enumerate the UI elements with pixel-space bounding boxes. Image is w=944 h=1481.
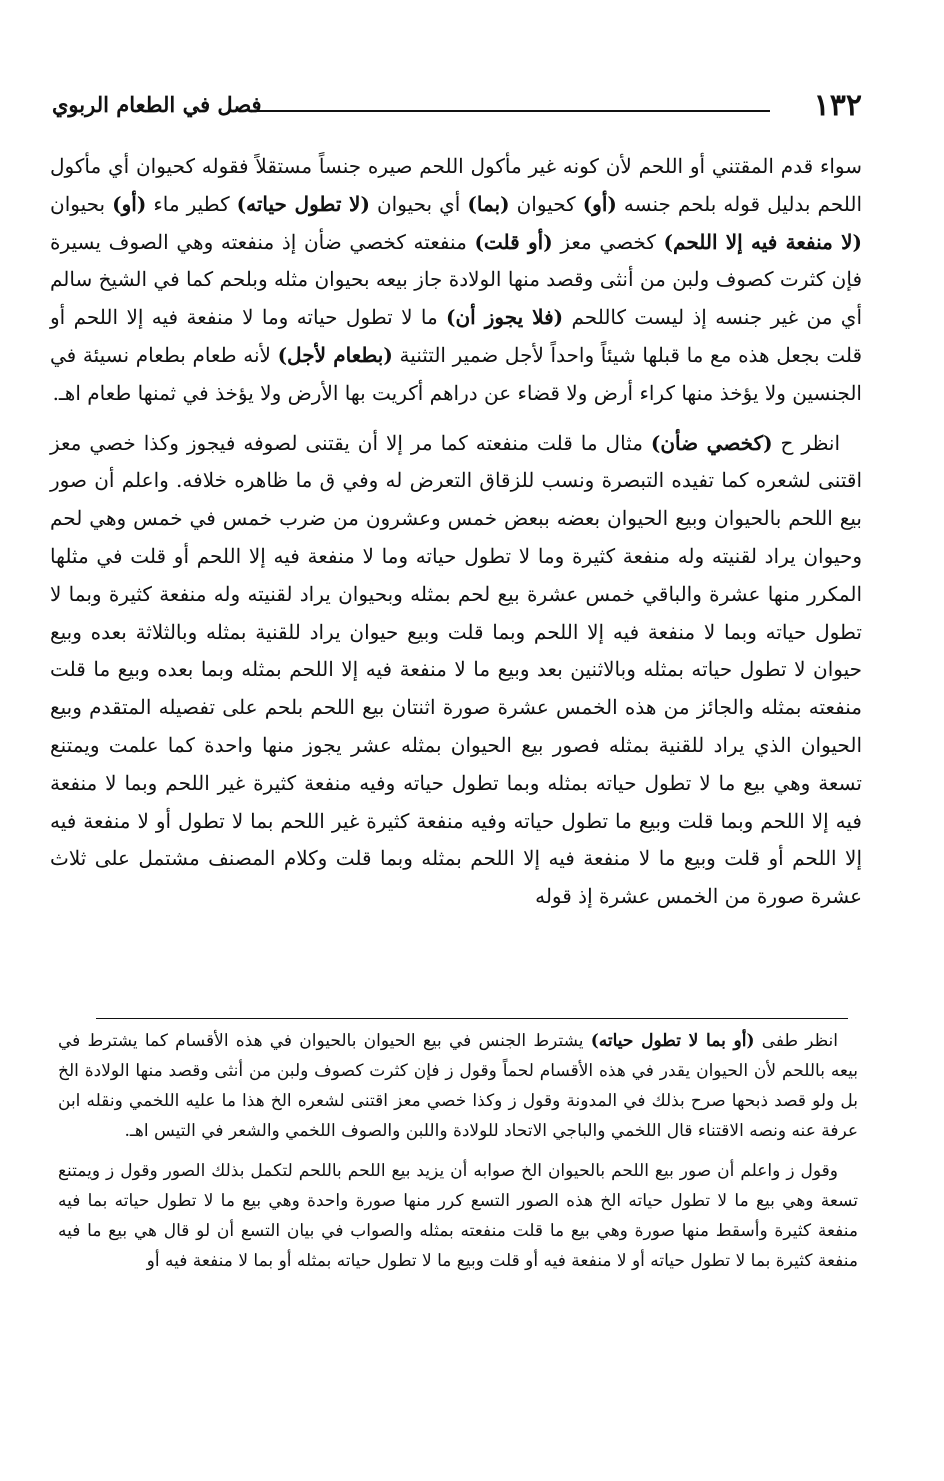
running-title: فصل في الطعام الربوي [52,92,262,117]
bold-term: (كخصي ضأن) [650,430,773,455]
page-number: ١٣٢ [813,88,862,123]
text-run: انظر ح [772,430,840,455]
main-paragraph-2 [50,425,862,916]
text-run: منفعته كخصي ضأن إذ منفعته وهي الصوف يسيرة فإن كثرت كصوف ولبن من أنثى وقصد منها الولادة جاز بيعه بحيوان مثله وبلحم كما في الشيخ سالم أي من غير جنسه إذ ليست كاللحم [50,229,862,330]
bold-term: (أو قلت) [474,229,553,254]
text-run: بحيوان [50,191,113,216]
header-rule [252,110,770,112]
text-run: كخصي معز [552,229,664,254]
text-run: كحيوان [509,191,583,216]
footnote-paragraph-2: وقول ز واعلم أن صور بيع اللحم بالحيوان الخ صوابه أن يزيد بيع اللحم باللحم لتكمل بذلك الصور وقول ز ويمتنع تسعة وهي بيع ما لا تطول حياته الخ هذه الصور التسع كرر منها صورة واحدة وهي بيع ما لا تطول حياته بما فيه منفعة كثيرة وأسقط منها صورة وهي بيع ما قلت منفعته بمثله والصواب في بيان التسع أن لو قال هي بيع ما فيه منفعة كثيرة بما لا تطول حياته أو لا منفعة فيه أو قلت وبيع ما لا تطول حياته بمثله أو بما لا منفعة فيه أو [58,1161,858,1271]
footnote-separator [96,1018,848,1019]
bold-term: (لا تطول حياته) [236,191,370,216]
bold-term: (أو) [112,191,147,216]
footnotes [58,1026,858,1276]
text-run: أي بحيوان [369,191,468,216]
text-run: ما لا تطول حياته وما لا منفعة فيه إلا اللحم أو قلت بجعل هذه مع ما قبلها شيئاً واحداً لأجل ضمير التثنية [50,305,863,367]
main-text [50,148,862,916]
bold-term: (بما) [467,191,510,216]
footnote-paragraph-1 [58,1026,858,1146]
bold-term: (أو بما لا تطول حياته) [590,1031,755,1051]
main-paragraph-1 [50,148,862,413]
bold-term: (لا منفعة فيه إلا اللحم) [663,229,862,254]
text-run: كطير ماء [146,191,237,216]
text-run: يشترط الجنس في بيع الحيوان بالحيوان في هذه الأقسام كما يشترط في بيعه باللحم لأن الحيوان يقدر في هذه الأقسام لحماً وقول ز فإن كثرت كصوف ولبن من أنثى وقصد منها الولادة الخ بل ولو قصد ذبحها صرح بذلك في المدونة وقول ز وكذا خصي معز اقتنى لشعره الخ هذا ما عليه اللخمي ونقله ابن عرفة عنه ونصه الاقتناء قال اللخمي والباجي الاتحاد للولادة واللبن والصوف اللخمي والشعر في التيس اهـ. [58,1031,858,1141]
text-run: انظر طفى [754,1031,838,1051]
text-run: مثال ما قلت منفعته كما مر إلا أن يقتنى لصوفه فيجوز وكذا خصي معز اقتنى لشعره كما تفيده التبصرة ونسب للزقاق التعرض له وفي ق ما ظاهره خلافه. واعلم أن صور بيع اللحم بالحيوان وبيع الحيوان بعضه ببعض خمس وعشرون من ضرب خمس في خمس وهي لحم وحيوان يراد لقنيته وله منفعة كثيرة وما لا تطول حياته وما لا منفعة فيه إلا اللحم أو قلت في مثلها المكرر منها عشرة والباقي خمس عشرة بيع لحم بمثله وبحيوان يراد لقنيته وله منفعة كثيرة وبما لا تطول حياته وبما لا منفعة فيه إلا اللحم وبما قلت وبيع حيوان يراد للقنية بمثله وبالثلاثة بعده وبيع حيوان لا تطول حياته بمثله وبالاثنين بعد وبيع ما لا منفعة فيه إلا اللحم بمثله وبما بعده وبيع ما قلت منفعته بمثله والجائز من هذه الخمس عشرة صورة اثنتان بيع اللحم بلحم على تفصيله المتقدم وبيع الحيوان الذي يراد للقنية بمثله فصور بيع الحيوان بمثله عشر يجوز منها واحدة كما علمت ويمتنع تسعة وهي بيع ما لا تطول حياته بمثله وبما تطول حياته وفيه منفعة كثيرة غير اللحم وبما لا منفعة فيه إلا اللحم وبما قلت وبيع ما تطول حياته وفيه منفعة كثيرة غير اللحم بما لا تطول أو لا منفعة فيه إلا اللحم أو قلت وبيع ما لا منفعة فيه إلا اللحم بمثله وبما قلت وكلام المصنف مشتمل على ثلاث عشرة صورة من الخمس عشرة إذ قوله [50,430,862,909]
text-run: سواء قدم المقتني أو اللحم لأن كونه غير مأكول اللحم صيره جنساً مستقلاً فقوله كحيوان أي مأكول اللحم بدليل قوله بلحم جنسه [50,154,863,216]
bold-term: (بطعام لأجل) [277,342,393,367]
bold-term: (فلا يجوز أن) [446,305,564,330]
page-header [52,88,862,124]
bold-term: (أو) [582,191,617,216]
text-run: لأنه طعام بطعام نسيئة في الجنسين ولا يؤخذ منها كراء أرض ولا قضاء عن دراهم أكريت بها الأرض ولا يؤخذ في ثمنها طعام اهـ. [50,342,862,405]
